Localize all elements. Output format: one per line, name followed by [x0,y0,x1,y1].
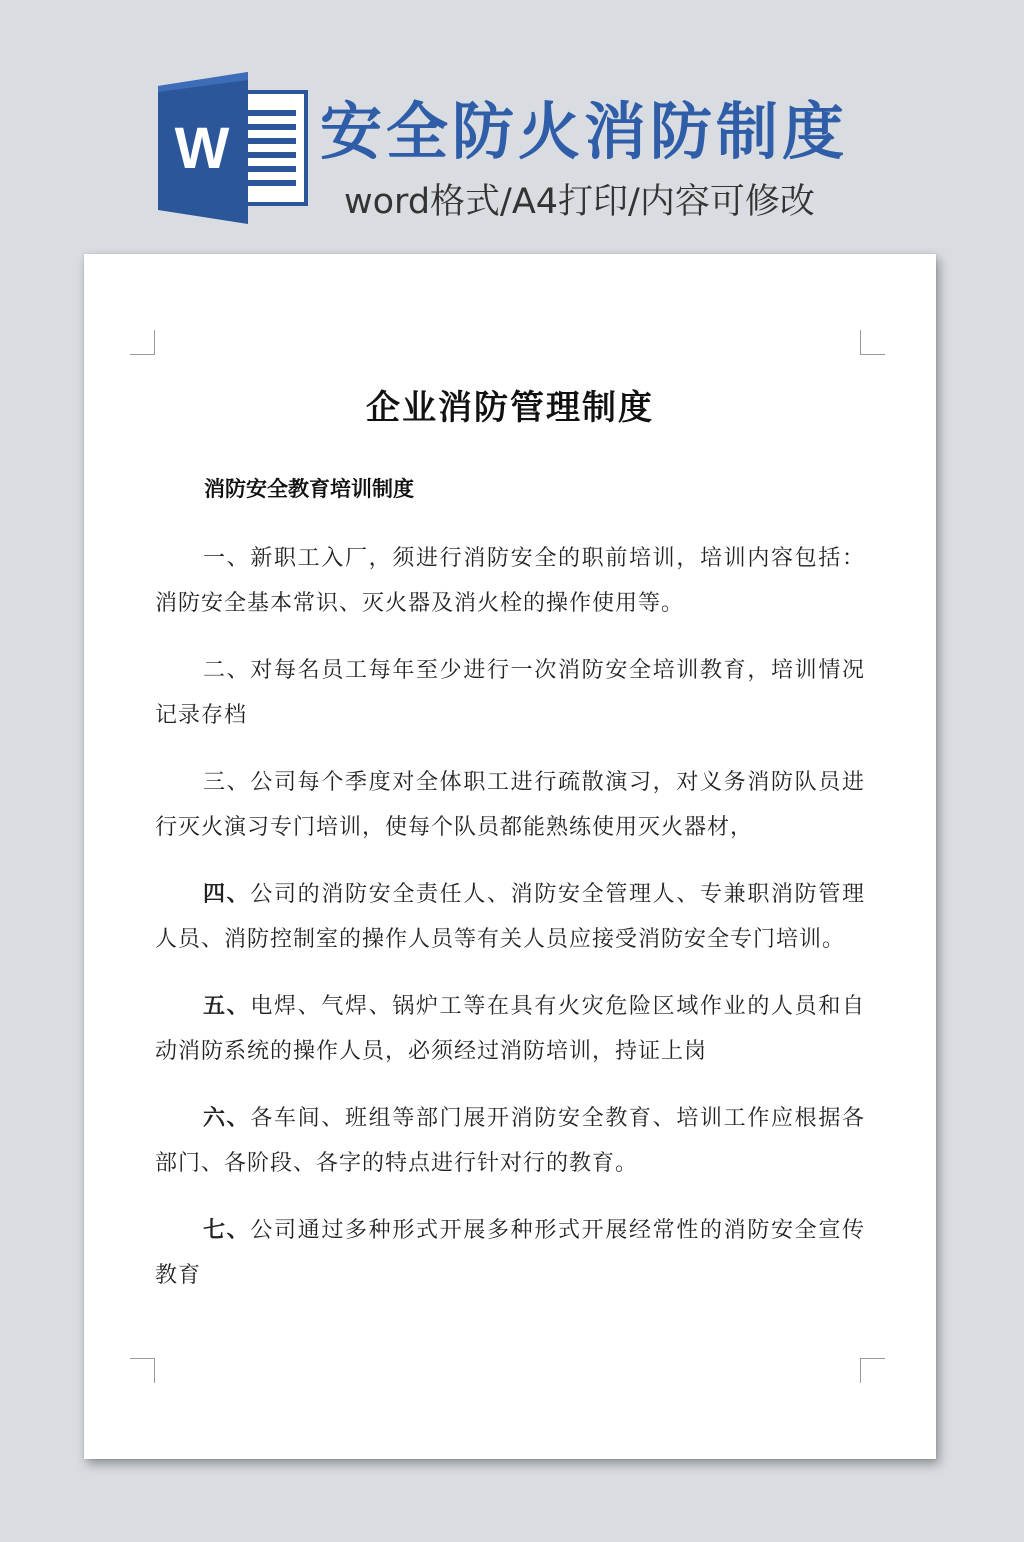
svg-text:W: W [174,116,230,181]
paragraph-number: 五、 [203,994,251,1019]
document-title: 企业消防管理制度 [366,388,654,428]
document-page [84,254,936,1459]
banner-title: 安全防火消防制度 [320,95,849,168]
section-heading: 消防安全教育培训制度 [204,477,414,501]
margin-mark-bottom-right [860,1358,885,1383]
paragraph-5 [155,984,865,1074]
margin-mark-top-left [130,330,155,355]
paragraph-text: 新职工入厂，须进行消防安全的职前培训，培训内容包括：消防安全基本常识、灭火器及消火栓的操作使用等。 [155,546,865,616]
paragraph-text: 对每名员工每年至少进行一次消防安全培训教育，培训情况记录存档 [155,658,865,728]
paragraph-text: 公司的消防安全责任人、消防安全管理人、专兼职消防管理人员、消防控制室的操作人员等有关人员应接受消防安全专门培训。 [155,882,865,952]
paragraph-number: 七、 [203,1218,251,1243]
margin-mark-bottom-left [130,1358,155,1383]
paragraph-number: 二、 [203,658,251,683]
paragraph-number: 一、 [203,546,251,571]
banner-subtitle: word格式/A4打印/内容可修改 [344,182,815,222]
paragraph-text: 各车间、班组等部门展开消防安全教育、培训工作应根据各部门、各阶段、各字的特点进行针对行的教育。 [155,1106,865,1176]
paragraph-text: 公司每个季度对全体职工进行疏散演习，对义务消防队员进行灭火演习专门培训，使每个队员都能熟练使用灭火器材， [155,770,865,840]
paragraph-3 [155,760,865,850]
paragraph-number: 三、 [203,770,251,795]
paragraph-2 [155,648,865,738]
document-body [155,536,865,1320]
paragraph-number: 六、 [203,1106,251,1131]
paragraph-text: 电焊、气焊、锅炉工等在具有火灾危险区域作业的人员和自动消防系统的操作人员，必须经过消防培训，持证上岗 [155,994,865,1064]
paragraph-6 [155,1096,865,1186]
paragraph-4 [155,872,865,962]
paragraph-1 [155,536,865,626]
word-logo-icon [158,72,308,224]
paragraph-text: 公司通过多种形式开展多种形式开展经常性的消防安全宣传教育 [155,1218,865,1288]
margin-mark-top-right [860,330,885,355]
paragraph-7 [155,1208,865,1298]
header-banner [0,0,1024,250]
paragraph-number: 四、 [203,882,251,907]
